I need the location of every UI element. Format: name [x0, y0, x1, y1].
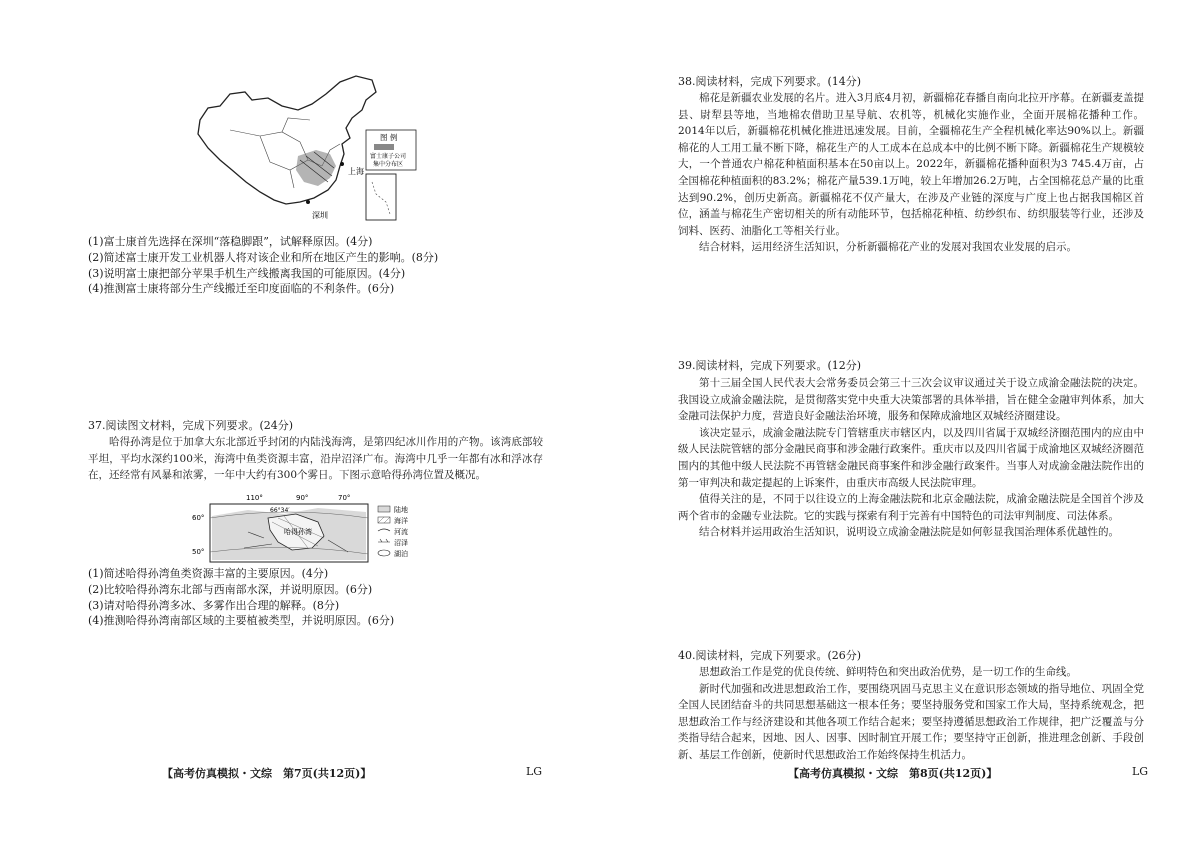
q39-paragraph: 值得关注的是，不同于以往设立的上海金融法院和北京金融法院，成渝金融法院是全国首个涉及两个省市的金融专业法院。它的实践与探索有利于完善有中国特色的司法审判制度、司法体系。	[678, 493, 1144, 522]
q39-paragraph: 第十三届全国人民代表大会常务委员会第三十三次会议审议通过关于设立成渝金融法院的决定。我国设立成渝金融法院，是贯彻落实党中央重大决策部署的具体举措，旨在健全金融审判体系，加大金融司法保护力度，营造良好金融法治环境，服务和保障成渝地区双城经济圈建设。	[678, 377, 1144, 423]
label-shanghai: 上海	[348, 167, 364, 176]
q39-paragraph: 该决定显示，成渝金融法院专门管辖重庆市辖区内，以及四川省属于双城经济圈范围内的应由中级人民法院管辖的部分金融民商事和涉金融行政案件。重庆市以及四川省属于成渝地区双城经济圈范围内的其他中级人民法院不再管辖金融民商事案件和涉金融行政案件。当事人对成渝金融法院作出的第一审判决和裁定提起的上诉案件，由重庆市高级人民法院审理。	[678, 426, 1144, 489]
q36-item: (4)推测富士康将部分生产线搬迁至印度面临的不利条件。(6分)	[88, 282, 395, 296]
q37-paragraph: 哈得孙湾是位于加拿大东北部近乎封闭的内陆浅海湾，是第四纪冰川作用的产物。该湾底部较平坦，平均水深约100米，海湾中鱼类资源丰富，沿岸沼泽广布。海湾中几乎一年都有冰和浮冰存在，还经常有风暴和浓雾，一年中大约有300个雾日。下图示意哈得孙湾位置及概况。	[88, 436, 543, 482]
q39-heading: 39.阅读材料，完成下列要求。(12分)	[678, 359, 862, 372]
q37-item: (1)简述哈得孙湾鱼类资源丰富的主要原因。(4分)	[88, 567, 329, 580]
legend-lake: 湖泊	[394, 550, 408, 558]
lon-70: 70°	[338, 494, 351, 502]
q38-paragraph: 棉花是新疆农业发展的名片。进入3月底4月初，新疆棉花春播自南向北拉开序幕。在新疆麦盖提县、尉犁县等地，当地棉农借助卫星导航、农机等，机械化实施作业，全面开展棉花播种工作。2014年以后，新疆棉花机械化推进迅速发展。目前，全疆棉花生产全程机械化率达90%以上。新疆棉花的人工用工量不断下降，棉花生产的人工成本在总成本中的比例不断下降。新疆棉花生产规模较大，一个普通农户棉花种植面积基本在50亩以上。2022年，新疆棉花播种面积为3 745.4万亩，占全国棉花种植面积的83.2%；棉花产量539.1万吨，较上年增加26.2万吨，占全国棉花总产量的比重达到90.2%，创历史新高。新疆棉花不仅产量大，在涉及产业链的深度与广度上也占据我国棉区首位，涵盖与棉花生产密切相关的所有动能环节，包括棉花种植、纺纱织布、纺织服装等行业，还涉及饲料、医药、油脂化工等相关行业。	[678, 92, 1144, 237]
legend-river: 河流	[394, 528, 408, 536]
q40-paragraph: 新时代加强和改进思想政治工作，要围绕巩固马克思主义在意识形态领域的指导地位、巩固全党全国人民团结奋斗的共同思想基础这一根本任务；要坚持服务党和国家工作大局，坚持系统观念，把思想政治工作与经济建设和其他各项工作结合起来；要坚持遵循思想政治工作规律，把广泛覆盖与分类指导结合起来，因地、因人、因事、因时制宜开展工作；要坚持守正创新，推进理念创新、手段创新、基层工作创新，使新时代思想政治工作始终保持生机活力。	[678, 682, 1144, 761]
q40-heading: 40.阅读材料，完成下列要求。(26分)	[678, 649, 862, 662]
q37-item: (4)推测哈得孙湾南部区域的主要植被类型，并说明原因。(6分)	[88, 614, 395, 628]
legend-title: 图 例	[380, 133, 398, 142]
q37-heading: 37.阅读图文材料，完成下列要求。(24分)	[88, 419, 294, 432]
q39-material	[678, 375, 1144, 541]
q38-heading: 38.阅读材料，完成下列要求。(14分)	[678, 75, 862, 88]
china-outline	[198, 76, 376, 204]
hudson-bay-map-figure	[188, 492, 428, 564]
q38-material	[678, 90, 1144, 256]
lon-90: 90°	[296, 494, 309, 502]
lat-60: 60°	[192, 514, 205, 522]
legend-hatch-swatch	[374, 144, 394, 150]
lon-110: 110°	[246, 494, 263, 502]
q38-question: 结合材料，运用经济生活知识，分析新疆棉花产业的发展对我国农业发展的启示。	[699, 241, 1077, 254]
hudson-legend	[378, 505, 408, 558]
page-footer: 【高考仿真模拟・文综 第7页(共12页)】	[162, 767, 372, 780]
south-sea-inset	[366, 174, 396, 220]
bay-label: 哈得孙湾	[284, 528, 312, 536]
q37-material	[88, 434, 543, 484]
q36-item: (2)简述富士康开发工业机器人将对该企业和所在地区产生的影响。(8分)	[88, 250, 439, 264]
legend-label: 富士康子公司	[370, 153, 407, 160]
q36-items	[88, 234, 438, 297]
lat-50: 50°	[192, 548, 205, 556]
q37-items	[88, 566, 394, 629]
page-8	[600, 0, 1200, 849]
q36-item: (3)说明富士康把部分苹果手机生产线搬离我国的可能原因。(4分)	[88, 266, 406, 280]
footer-code: LG	[526, 765, 543, 778]
hatched-distribution-area	[296, 150, 336, 186]
legend-sea: 海洋	[394, 517, 408, 525]
label-shenzhen: 深圳	[312, 211, 328, 220]
legend-land: 陆地	[394, 506, 408, 514]
q37-item: (2)比较哈得孙湾东北部与西南部水深，并说明原因。(6分)	[88, 582, 373, 596]
q39-question: 结合材料并运用政治生活知识，说明设立成渝金融法院是如何彰显我国治理体系优越性的。	[699, 526, 1119, 539]
legend-swamp: 沼泽	[394, 539, 408, 547]
lat-arctic-circle: 66°34′	[270, 507, 290, 514]
shanghai-dot	[340, 162, 344, 166]
q36-item: (1)富士康首先选择在深圳“落稳脚跟”，试解释原因。(4分)	[88, 235, 373, 248]
china-map-figure	[190, 70, 420, 230]
legend-label-2: 集中分布区	[373, 161, 404, 168]
q40-material	[678, 664, 1144, 764]
page-footer: 【高考仿真模拟・文综 第8页(共12页)】	[788, 767, 998, 780]
shenzhen-dot	[306, 200, 310, 204]
q37-item: (3)请对哈得孙湾多冰、多雾作出合理的解释。(8分)	[88, 598, 340, 612]
footer-code: LG	[1132, 765, 1149, 778]
q40-paragraph: 思想政治工作是党的优良传统、鲜明特色和突出政治优势，是一切工作的生命线。	[699, 666, 1077, 678]
